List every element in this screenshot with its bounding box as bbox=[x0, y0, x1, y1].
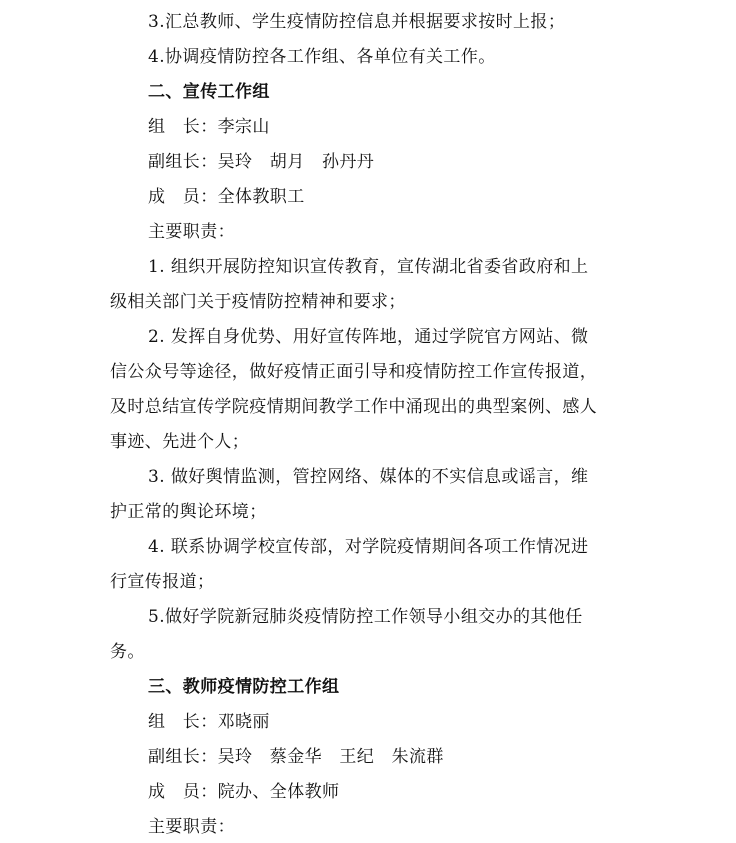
publicity-duty-3-line-1: 3. 做好舆情监测，管控网络、媒体的不实信息或谣言，维 bbox=[148, 467, 589, 487]
teacher-group-members-line: 成 员：院办、全体教师 bbox=[148, 782, 340, 802]
publicity-duty-1-line-1: 1. 组织开展防控知识宣传教育，宣传湖北省委省政府和上 bbox=[148, 257, 589, 277]
publicity-duty-5-line-2: 务。 bbox=[110, 642, 145, 662]
teacher-group-duties-label: 主要职责： bbox=[148, 817, 235, 837]
main-duties-label: 主要职责： bbox=[148, 222, 235, 242]
publicity-duty-2-line-4: 事迹、先进个人； bbox=[110, 432, 250, 452]
publicity-duty-2-line-3: 及时总结宣传学院疫情期间教学工作中涌现出的典型案例、感人 bbox=[110, 397, 598, 417]
publicity-duty-2-line-2: 信公众号等途径，做好疫情正面引导和疫情防控工作宣传报道， bbox=[110, 362, 598, 382]
publicity-duty-2-line-1: 2. 发挥自身优势、用好宣传阵地，通过学院官方网站、微 bbox=[148, 327, 589, 347]
duty-item-4-text: 4.协调疫情防控各工作组、各单位有关工作。 bbox=[148, 47, 496, 67]
section-heading-teacher-group: 三、教师疫情防控工作组 bbox=[148, 677, 340, 697]
teacher-group-leader-line: 组 长：邓晓丽 bbox=[148, 712, 270, 732]
deputy-leader-line: 副组长：吴玲 胡月 孙丹丹 bbox=[148, 152, 375, 172]
publicity-duty-4-line-2: 行宣传报道； bbox=[110, 572, 215, 592]
duty-item-3-text: 3.汇总教师、学生疫情防控信息并根据要求按时上报； bbox=[148, 12, 566, 32]
teacher-group-deputy-line: 副组长：吴玲 蔡金华 王纪 朱流群 bbox=[148, 747, 444, 767]
section-heading-publicity-group: 二、宣传工作组 bbox=[148, 82, 270, 102]
publicity-duty-5-line-1: 5.做好学院新冠肺炎疫情防控工作领导小组交办的其他任 bbox=[148, 607, 583, 627]
group-leader-line: 组 长：李宗山 bbox=[148, 117, 270, 137]
members-line: 成 员：全体教职工 bbox=[148, 187, 305, 207]
publicity-duty-3-line-2: 护正常的舆论环境； bbox=[110, 502, 267, 522]
publicity-duty-4-line-1: 4. 联系协调学校宣传部，对学院疫情期间各项工作情况进 bbox=[148, 537, 589, 557]
publicity-duty-1-line-2: 级相关部门关于疫情防控精神和要求； bbox=[110, 292, 406, 312]
